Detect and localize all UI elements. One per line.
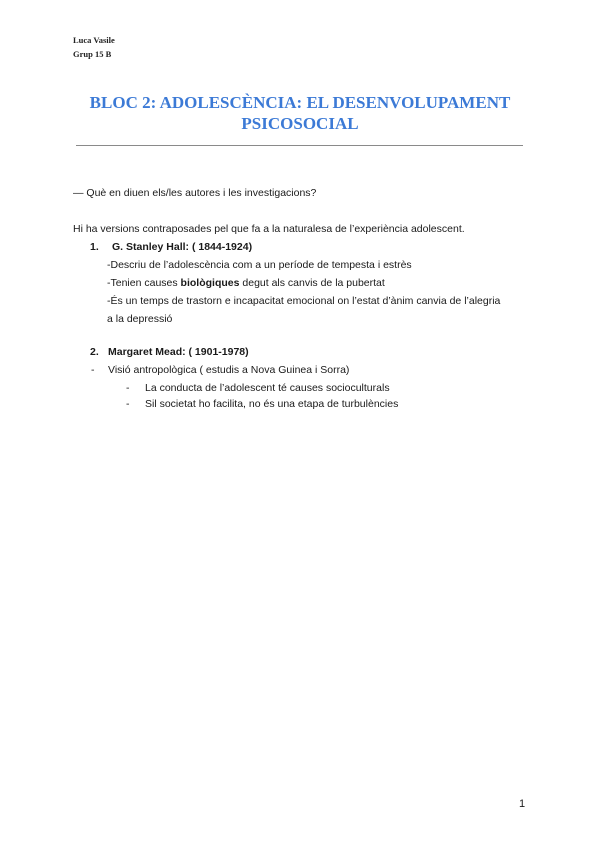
- hall-point-1: -Descriu de l’adolescència com a un període de tempesta i estrès: [107, 259, 412, 271]
- hall-point-2: [107, 276, 385, 290]
- hall-point-3: -És un temps de trastorn e incapacitat emocional on l’estat d’ànim canvia de l’alegria: [107, 295, 501, 307]
- author-heading-mead: Margaret Mead: ( 1901-1978): [108, 346, 249, 358]
- title-divider: [76, 145, 523, 146]
- author-heading-hall: G. Stanley Hall: ( 1844-1924): [112, 241, 253, 253]
- page-title: [60, 92, 540, 134]
- mead-subpoint-1: La conducta de l’adolescent té causes socioculturals: [145, 382, 390, 394]
- hall-point-3-continued: a la depressió: [107, 313, 173, 325]
- hall-point-2-before: -Tenien causes: [107, 277, 181, 289]
- document-header: [73, 33, 115, 61]
- mead-subpoint-2-dash: -: [126, 398, 130, 410]
- group-label: Grup 15 B: [73, 49, 112, 59]
- list-number-1: 1.: [90, 241, 99, 253]
- page-title-line-2: PSICOSOCIAL: [241, 114, 359, 133]
- author-name: Luca Vasile: [73, 35, 115, 45]
- hall-point-2-after: degut als canvis de la pubertat: [239, 277, 385, 289]
- mead-subpoint-2: Sil societat ho facilita, no és una etapa de turbulències: [145, 398, 399, 410]
- page-title-line-1: BLOC 2: ADOLESCÈNCIA: EL DESENVOLUPAMENT: [89, 93, 511, 112]
- hall-point-2-bold: biològiques: [180, 277, 240, 289]
- intro-paragraph: Hi ha versions contraposades pel que fa a la naturalesa de l’experiència adolescent.: [73, 223, 465, 235]
- list-number-2: 2.: [90, 346, 99, 358]
- section-question: — Què en diuen els/les autores i les investigacions?: [73, 187, 317, 199]
- page-number: 1: [519, 798, 526, 810]
- mead-subpoint-1-dash: -: [126, 382, 130, 394]
- mead-point-dash: -: [91, 364, 95, 376]
- mead-main-point: Visió antropològica ( estudis a Nova Guinea i Sorra): [108, 364, 350, 376]
